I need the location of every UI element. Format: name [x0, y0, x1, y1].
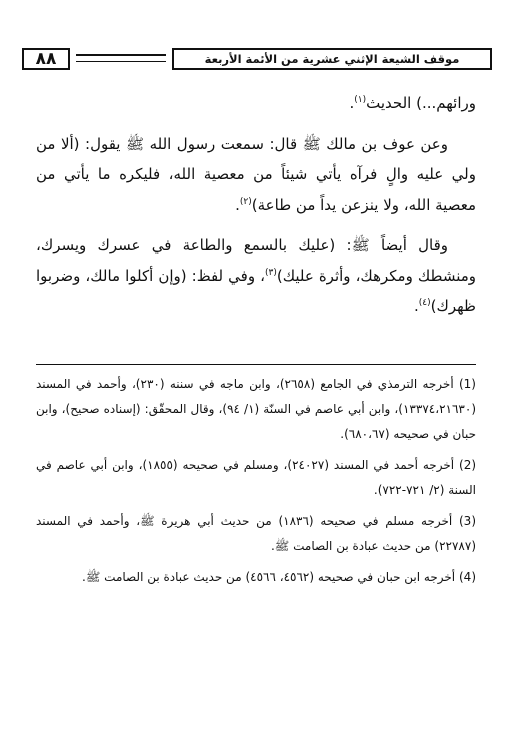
- period: .: [413, 297, 419, 315]
- paragraph-text: ورائهم...) الحديث: [366, 94, 476, 112]
- footnote-text: أخرجه ابن حبان في صحيحه (٤٥٦٢، ٤٥٦٦) من حديث عبادة بن الصامت ﷺ.: [82, 570, 456, 584]
- paragraph: [36, 129, 476, 221]
- footnote-ref: (٤): [418, 298, 431, 308]
- footnote: [36, 565, 476, 590]
- footnote: [36, 509, 476, 559]
- running-title: موقف الشيعة الإثني عشرية من الأئمة الأربعة: [172, 48, 492, 70]
- footnote-number: (2): [459, 458, 477, 472]
- footnote-text: أخرجه الترمذي في الجامع (٢٦٥٨)، وابن ماجه في سننه (٢٣٠)، وأحمد في المسند (١٣٣٧٤،٢١٦٣٠)، وابن أبي عاصم في السنّة (١/ ٩٤)، وقال المحقّق: (إسناده صحيح)، وابن حبان في صحيحه (٦٨٠،٦٧).: [36, 377, 476, 441]
- footnote-separator: [36, 364, 476, 365]
- page-number: ٨٨: [22, 48, 70, 70]
- header-rule: [76, 54, 166, 62]
- footnote-number: (4): [458, 570, 476, 584]
- footnote: [36, 372, 476, 447]
- footnote-text: أخرجه مسلم في صحيحه (١٨٣٦) من حديث أبي هريرة ﷺ، وأحمد في المسند (٢٢٧٨٧) من حديث عبادة بن الصامت ﷺ.: [36, 514, 476, 553]
- period: .: [235, 195, 240, 214]
- period: .: [349, 94, 355, 112]
- footnote-text: أخرجه أحمد في المسند (٢٤٠٢٧)، ومسلم في صحيحه (١٨٥٥)، وابن أبي عاصم في السنة (٢/ ٧٢١-٧٢٢).: [36, 458, 476, 497]
- footnote-ref: (٣): [264, 267, 277, 278]
- main-text: [36, 88, 476, 322]
- paragraph: [36, 230, 476, 322]
- footnote-number: (1): [458, 377, 476, 391]
- paragraph: [36, 88, 476, 119]
- paragraph-text: وعن عوف بن مالك ﷺ قال: سمعت رسول الله ﷺ يقول: (ألا من ولي عليه والٍ فرآه يأتي شيئاً من معصية الله، فليكره ما يأتي من معصية الله، ولا ينزعن يداً من طاعة): [36, 134, 476, 214]
- footnote: [36, 453, 476, 503]
- running-header: [22, 48, 492, 72]
- footnote-ref: (٢): [239, 196, 252, 207]
- footnotes: [36, 372, 476, 596]
- paragraph-text: وقال أيضاً ﷺ: (عليك بالسمع والطاعة في عسرك ويسرك، ومنشطك ومكرهك، وأثرة عليك): [36, 236, 477, 285]
- footnote-ref: (١): [354, 95, 367, 105]
- footnote-number: (3): [458, 514, 476, 528]
- paragraph-text: ، وفي لفظ: (وإن أكلوا مالك، وضربوا ظهرك): [36, 266, 476, 315]
